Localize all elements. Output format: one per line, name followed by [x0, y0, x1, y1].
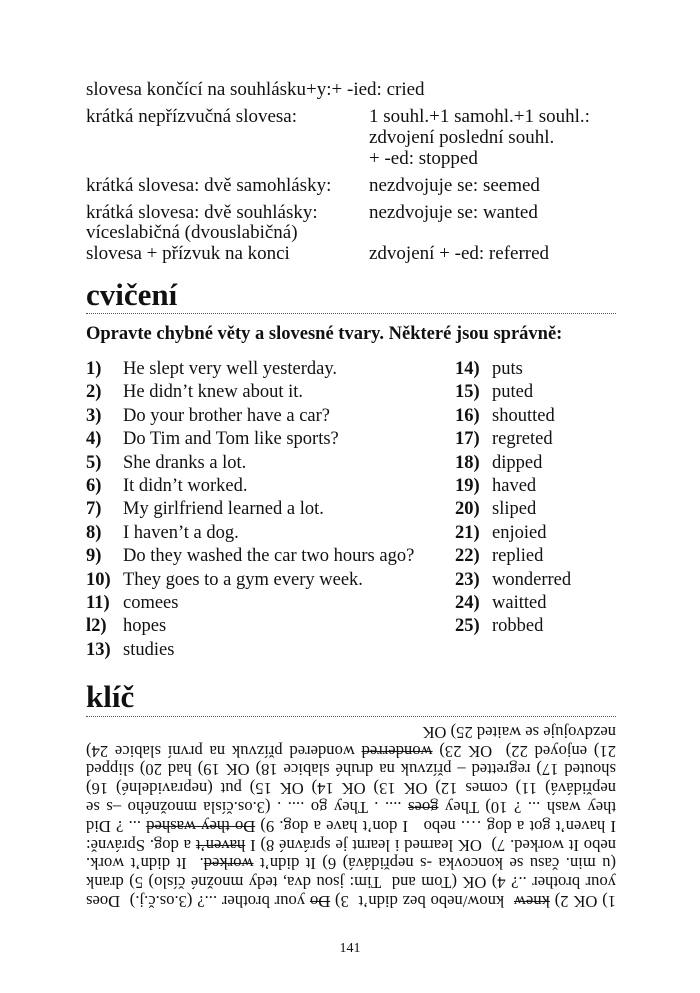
item-text: I haven’t a dog. — [123, 522, 239, 543]
item-number: 19) — [455, 476, 480, 496]
key-text: a dog. Správně: — [86, 835, 196, 855]
item-number: 2) — [86, 382, 102, 403]
key-line-text — [86, 760, 616, 779]
item-text: Do they washed the car two hours ago? — [123, 546, 415, 567]
rule-text: 1 souhl.+1 samohl.+1 souhl.: — [369, 106, 590, 127]
item-number: 25) — [455, 616, 480, 637]
item-number: 22) — [455, 546, 480, 567]
item-number: 7) — [86, 499, 102, 520]
item-text: She dranks a lot. — [123, 452, 247, 473]
key-line-text — [86, 854, 616, 873]
item-number: 5) — [86, 452, 102, 473]
key-line — [86, 872, 616, 891]
item-text: He slept very well yesterday. — [123, 359, 338, 379]
struck-text: wonderred — [361, 741, 433, 761]
struck-text: worked — [203, 854, 254, 874]
item-text: haved — [492, 476, 537, 496]
key-text: they wash ... ? 10) They — [438, 797, 616, 817]
rule-text: slovesa končící na souhlásku+y:+ -ied: cried — [86, 79, 425, 100]
exercise-item — [86, 359, 337, 380]
rule-text: nezdvojuje se: wanted — [369, 202, 538, 223]
key-text: ... ? Did — [86, 816, 147, 836]
exercise-item — [455, 523, 546, 544]
instruction: Opravte chybné věty a slovesné tvary. Některé jsou správně: — [86, 324, 563, 344]
item-number: 9) — [86, 546, 102, 567]
divider — [86, 313, 616, 314]
exercise-item — [455, 429, 553, 450]
exercise-item — [86, 476, 248, 497]
rule-text: zdvojení poslední souhl. — [369, 127, 555, 148]
page-number: 141 — [339, 941, 361, 956]
exercise-item — [86, 499, 324, 520]
item-number: 11) — [86, 593, 110, 613]
exercise-item — [455, 359, 523, 380]
item-number: 4) — [86, 429, 102, 450]
exercise-item — [86, 453, 246, 474]
item-text: They goes to a gym every week. — [123, 569, 363, 590]
exercise-item — [86, 406, 330, 427]
item-number: 14) — [455, 359, 480, 379]
key-line — [86, 797, 616, 816]
item-number: 8) — [86, 522, 102, 543]
exercise-item — [86, 616, 166, 637]
item-text: robbed — [492, 616, 544, 637]
exercise-item — [86, 640, 174, 661]
key-text: nepřidává) 11) comes 12) OK 13) OK 14) OK 15) put (nepravidelné) 16) — [86, 779, 616, 799]
rule-text: krátká slovesa: dvě samohlásky: — [86, 175, 332, 196]
key-line-text — [86, 816, 616, 835]
key-text: wondered přízvuk na první slabice 24) — [86, 741, 362, 761]
item-number: 6) — [86, 476, 102, 496]
key-line — [86, 891, 616, 910]
item-text: Do Tim and Tom like sports? — [123, 429, 339, 450]
exercise-item — [455, 382, 533, 403]
exercise-item — [86, 429, 339, 450]
item-text: shoutted — [492, 405, 555, 426]
item-text: enjoied — [492, 522, 547, 543]
struck-text: knew — [513, 891, 550, 911]
answer-key-upside-down — [86, 722, 616, 910]
rule-text: krátká slovesa: dvě souhlásky: — [86, 202, 318, 223]
key-line-text — [86, 891, 616, 910]
divider — [86, 716, 616, 717]
key-text: .... . They go .... . (3.os.čísla množného –s se — [86, 797, 409, 817]
rule-text: + -ed: stopped — [369, 148, 478, 169]
item-text: replied — [492, 546, 544, 567]
key-line-text — [86, 797, 616, 816]
item-number: 23) — [455, 569, 480, 590]
item-text: hopes — [123, 616, 167, 637]
key-text: nebo It worked. 7) OK learned i learnt je správné 8) I — [245, 835, 616, 855]
key-text: (u min. času se koncovka -s nepřidává) 6) It didn’t — [253, 854, 616, 874]
item-text: studies — [123, 639, 175, 660]
key-text: 21) enjoyed 22) OK 23) — [432, 741, 616, 761]
item-text: puts — [492, 359, 523, 379]
key-line — [86, 854, 616, 873]
key-line-text — [86, 872, 616, 891]
rule-text: zdvojení + -ed: referred — [369, 243, 550, 264]
exercise-item — [455, 499, 536, 520]
item-number: 1) — [86, 359, 102, 379]
struck-text: Do they washed — [146, 816, 256, 836]
rule-text: krátká nepřízvučná slovesa: — [86, 106, 298, 127]
key-text: your brother ..? 4) OK (Tom and Tim: jsou dva, tedy množné číslo) 5) drank — [86, 873, 616, 893]
item-number: 24) — [455, 593, 480, 613]
key-text: shouted 17) regretted – přízvuk na druhé slabice 18) OK 19) had 20) slipped — [86, 760, 616, 780]
item-number: 18) — [455, 452, 480, 473]
key-text: I haven’t got a dog …. nebo I don’t have a dog. 9) — [255, 816, 616, 836]
rule-text: víceslabičná (dvouslabičná) — [86, 222, 298, 243]
key-text: nezdvojuje se waited 25) OK — [422, 722, 616, 742]
struck-text: Do — [309, 891, 331, 911]
key-line-text — [422, 722, 616, 741]
item-text: He didn’t knew about it. — [123, 382, 304, 403]
item-text: dipped — [492, 452, 543, 473]
item-number: 10) — [86, 569, 111, 590]
item-number: 20) — [455, 499, 480, 520]
key-text: . It didn’t work. — [86, 854, 204, 874]
exercise-item — [455, 616, 543, 637]
key-line — [86, 778, 616, 797]
item-text: My girlfriend learned a lot. — [123, 499, 324, 520]
key-text: your brother ...? (3.os.č.j.) Does — [86, 891, 310, 911]
key-line — [86, 835, 616, 854]
struck-text: haven’t — [195, 835, 246, 855]
key-line — [86, 722, 616, 741]
item-text: puted — [492, 382, 534, 403]
exercise-item — [86, 593, 178, 614]
item-number: 21) — [455, 522, 480, 543]
exercise-item — [455, 476, 536, 497]
exercise-item — [86, 570, 363, 591]
key-line-text — [86, 741, 616, 760]
key-line-text — [86, 778, 616, 797]
key-heading: klíč — [86, 679, 135, 714]
item-text: comees — [123, 593, 179, 613]
key-line-text — [86, 835, 616, 854]
rule-text: slovesa + přízvuk na konci — [86, 243, 290, 264]
rule-text: nezdvojuje se: seemed — [369, 175, 540, 196]
item-text: regreted — [492, 429, 553, 450]
item-text: It didn’t worked. — [123, 476, 248, 496]
key-line — [86, 760, 616, 779]
item-text: wonderred — [492, 569, 572, 590]
item-number: 3) — [86, 405, 102, 426]
key-line — [86, 741, 616, 760]
item-number: l2) — [86, 616, 107, 637]
item-text: waitted — [492, 593, 547, 613]
exercise-item — [455, 570, 571, 591]
exercise-item — [86, 546, 414, 567]
item-text: sliped — [492, 499, 537, 520]
exercise-heading: cvičení — [86, 277, 178, 312]
key-text: know/nebo bez didn’t 3) — [330, 891, 514, 911]
exercise-item — [86, 382, 303, 403]
item-number: 16) — [455, 405, 480, 426]
exercise-item — [455, 406, 555, 427]
exercise-item — [455, 593, 546, 614]
exercise-item — [455, 453, 542, 474]
exercise-item — [455, 546, 543, 567]
key-line — [86, 816, 616, 835]
item-number: 17) — [455, 429, 480, 450]
exercise-item — [86, 523, 239, 544]
struck-text: goes — [408, 797, 439, 817]
key-text: 1) OK 2) — [549, 891, 616, 911]
item-text: Do your brother have a car? — [123, 405, 330, 426]
item-number: 13) — [86, 639, 111, 660]
item-number: 15) — [455, 382, 480, 403]
